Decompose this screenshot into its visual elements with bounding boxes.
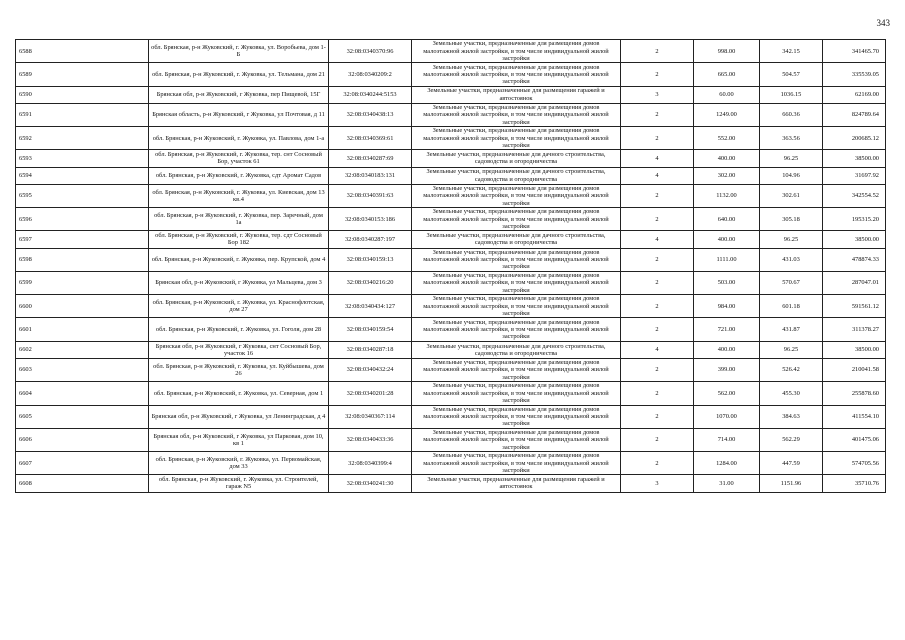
- table-row: [16, 358, 886, 381]
- cadastral-number-cell: 32:08:0340159:13: [329, 248, 412, 271]
- group-cell: 2: [621, 208, 694, 231]
- land-use-cell: Земельные участки, предназначенные для дачного строительства, садоводства и огородничества: [412, 167, 621, 184]
- specific-value-cell: 447.59: [760, 452, 823, 475]
- land-use-cell: Земельные участки, предназначенные для размещения домов малоэтажной жилой застройки, в том числе индивидуальной жилой застройки: [412, 358, 621, 381]
- table-row: [16, 452, 886, 475]
- address-cell: Брянская обл, р-н Жуковский, г Жуковка, снт Сосновый Бор, участок 16: [149, 341, 329, 358]
- address-cell: обл. Брянская, р-н Жуковский, г. Жуковка, тер. снт Сосновый Бор, участок 61: [149, 150, 329, 167]
- land-use-cell: Земельные участки, предназначенные для размещения гаражей и автостоянок: [412, 86, 621, 103]
- row-number: 6598: [16, 248, 149, 271]
- table-row: [16, 271, 886, 294]
- row-number: 6599: [16, 271, 149, 294]
- table-row: [16, 318, 886, 341]
- area-cell: 640.00: [694, 208, 760, 231]
- area-cell: 562.00: [694, 382, 760, 405]
- row-number: 6605: [16, 405, 149, 428]
- land-use-cell: Земельные участки, предназначенные для размещения домов малоэтажной жилой застройки, в том числе индивидуальной жилой застройки: [412, 127, 621, 150]
- table-row: [16, 103, 886, 126]
- specific-value-cell: 96.25: [760, 150, 823, 167]
- cadastral-number-cell: 32:08:0340201:28: [329, 382, 412, 405]
- group-cell: 4: [621, 231, 694, 248]
- specific-value-cell: 384.63: [760, 405, 823, 428]
- row-number: 6595: [16, 184, 149, 207]
- row-number: 6608: [16, 475, 149, 492]
- table-row: [16, 127, 886, 150]
- cadastral-number-cell: 32:08:0340209:2: [329, 63, 412, 86]
- cadastral-value-cell: 38500.00: [823, 150, 886, 167]
- cadastral-value-cell: 335539.05: [823, 63, 886, 86]
- row-number: 6606: [16, 428, 149, 451]
- group-cell: 2: [621, 248, 694, 271]
- row-number: 6594: [16, 167, 149, 184]
- cadastral-number-cell: 32:08:0340241:30: [329, 475, 412, 492]
- specific-value-cell: 431.03: [760, 248, 823, 271]
- table-row: [16, 475, 886, 492]
- land-use-cell: Земельные участки, предназначенные для размещения гаражей и автостоянок: [412, 475, 621, 492]
- table-row: [16, 150, 886, 167]
- group-cell: 2: [621, 295, 694, 318]
- cadastral-value-cell: 341465.70: [823, 40, 886, 63]
- table-body: [16, 40, 886, 493]
- group-cell: 2: [621, 127, 694, 150]
- group-cell: 4: [621, 167, 694, 184]
- cadastral-value-cell: 824789.64: [823, 103, 886, 126]
- table-row: [16, 167, 886, 184]
- cadastral-value-cell: 342554.52: [823, 184, 886, 207]
- address-cell: обл. Брянская, р-н Жуковский, г. Жуковка, ул. Павлова, дом 1-а: [149, 127, 329, 150]
- group-cell: 2: [621, 184, 694, 207]
- cadastral-value-table: [15, 39, 886, 493]
- group-cell: 2: [621, 382, 694, 405]
- cadastral-number-cell: 32:08:0340153:186: [329, 208, 412, 231]
- address-cell: обл. Брянская, р-н Жуковский, г. Жуковка, ул. Воробьева, дом 1-Б: [149, 40, 329, 63]
- address-cell: Брянская обл, р-н Жуковский, г Жуковка, ул Мальцева, дом 3: [149, 271, 329, 294]
- table-row: [16, 248, 886, 271]
- cadastral-value-cell: 35710.76: [823, 475, 886, 492]
- row-number: 6592: [16, 127, 149, 150]
- land-use-cell: Земельные участки, предназначенные для размещения домов малоэтажной жилой застройки, в том числе индивидуальной жилой застройки: [412, 295, 621, 318]
- address-cell: Брянская обл, р-н Жуковский, г Жуковка, ул Ленинградская, д 4: [149, 405, 329, 428]
- address-cell: обл. Брянская, р-н Жуковский, г. Жуковка, ул. Киевская, дом 13 кв.4: [149, 184, 329, 207]
- cadastral-value-cell: 38500.00: [823, 341, 886, 358]
- table-row: [16, 428, 886, 451]
- group-cell: 4: [621, 150, 694, 167]
- cadastral-number-cell: 32:08:0340216:20: [329, 271, 412, 294]
- row-number: 6600: [16, 295, 149, 318]
- land-use-cell: Земельные участки, предназначенные для размещения домов малоэтажной жилой застройки, в том числе индивидуальной жилой застройки: [412, 63, 621, 86]
- address-cell: Брянская область, р-н Жуковский, г Жуковка, ул Почтовая, д 11: [149, 103, 329, 126]
- cadastral-number-cell: 32:08:0340369:61: [329, 127, 412, 150]
- specific-value-cell: 601.18: [760, 295, 823, 318]
- cadastral-value-cell: 210041.58: [823, 358, 886, 381]
- cadastral-value-cell: 31697.92: [823, 167, 886, 184]
- table-row: [16, 63, 886, 86]
- cadastral-number-cell: 32:08:0340183:131: [329, 167, 412, 184]
- row-number: 6601: [16, 318, 149, 341]
- table-row: [16, 295, 886, 318]
- cadastral-value-cell: 574705.56: [823, 452, 886, 475]
- row-number: 6589: [16, 63, 149, 86]
- cadastral-number-cell: 32:08:0340434:127: [329, 295, 412, 318]
- page-number: 343: [876, 18, 890, 28]
- row-number: 6603: [16, 358, 149, 381]
- area-cell: 714.00: [694, 428, 760, 451]
- area-cell: 1111.00: [694, 248, 760, 271]
- group-cell: 2: [621, 103, 694, 126]
- table-row: [16, 231, 886, 248]
- cadastral-number-cell: 32:08:0340399:4: [329, 452, 412, 475]
- specific-value-cell: 302.61: [760, 184, 823, 207]
- group-cell: 2: [621, 405, 694, 428]
- area-cell: 503.00: [694, 271, 760, 294]
- land-use-cell: Земельные участки, предназначенные для размещения домов малоэтажной жилой застройки, в том числе индивидуальной жилой застройки: [412, 405, 621, 428]
- specific-value-cell: 1151.96: [760, 475, 823, 492]
- cadastral-number-cell: 32:08:0340433:36: [329, 428, 412, 451]
- table-row: [16, 184, 886, 207]
- specific-value-cell: 504.57: [760, 63, 823, 86]
- area-cell: 400.00: [694, 341, 760, 358]
- area-cell: 400.00: [694, 150, 760, 167]
- address-cell: обл. Брянская, р-н Жуковский, г. Жуковка, ул. Краснофлотская, дом 27: [149, 295, 329, 318]
- land-use-cell: Земельные участки, предназначенные для дачного строительства, садоводства и огородничества: [412, 341, 621, 358]
- land-use-cell: Земельные участки, предназначенные для размещения домов малоэтажной жилой застройки, в том числе индивидуальной жилой застройки: [412, 40, 621, 63]
- row-number: 6607: [16, 452, 149, 475]
- area-cell: 302.00: [694, 167, 760, 184]
- land-use-cell: Земельные участки, предназначенные для размещения домов малоэтажной жилой застройки, в том числе индивидуальной жилой застройки: [412, 382, 621, 405]
- group-cell: 2: [621, 428, 694, 451]
- row-number: 6588: [16, 40, 149, 63]
- specific-value-cell: 660.36: [760, 103, 823, 126]
- row-number: 6590: [16, 86, 149, 103]
- specific-value-cell: 305.18: [760, 208, 823, 231]
- area-cell: 1284.00: [694, 452, 760, 475]
- cadastral-value-cell: 401475.06: [823, 428, 886, 451]
- area-cell: 31.00: [694, 475, 760, 492]
- cadastral-number-cell: 32:08:0340438:13: [329, 103, 412, 126]
- address-cell: обл. Брянская, р-н Жуковский, г. Жуковка, ул. Гоголя, дом 28: [149, 318, 329, 341]
- address-cell: обл. Брянская, р-н Жуковский, г. Жуковка, сдт Аромат Садов: [149, 167, 329, 184]
- cadastral-value-cell: 255878.60: [823, 382, 886, 405]
- row-number: 6596: [16, 208, 149, 231]
- cadastral-number-cell: 32:08:0340432:24: [329, 358, 412, 381]
- specific-value-cell: 455.30: [760, 382, 823, 405]
- specific-value-cell: 570.67: [760, 271, 823, 294]
- specific-value-cell: 363.56: [760, 127, 823, 150]
- land-use-cell: Земельные участки, предназначенные для размещения домов малоэтажной жилой застройки, в том числе индивидуальной жилой застройки: [412, 271, 621, 294]
- cadastral-number-cell: 32:08:0340159:54: [329, 318, 412, 341]
- group-cell: 2: [621, 271, 694, 294]
- land-use-cell: Земельные участки, предназначенные для дачного строительства, садоводства и огородничества: [412, 231, 621, 248]
- area-cell: 399.00: [694, 358, 760, 381]
- cadastral-number-cell: 32:08:0340367:114: [329, 405, 412, 428]
- cadastral-value-cell: 311378.27: [823, 318, 886, 341]
- cadastral-value-cell: 591561.12: [823, 295, 886, 318]
- address-cell: Брянская обл, р-н Жуковский, г Жуковка, ул Парковая, дом 10, кв 1: [149, 428, 329, 451]
- table-row: [16, 382, 886, 405]
- specific-value-cell: 342.15: [760, 40, 823, 63]
- address-cell: обл. Брянская, р-н Жуковский, г. Жуковка, ул. Северная, дом 1: [149, 382, 329, 405]
- area-cell: 998.00: [694, 40, 760, 63]
- cadastral-value-cell: 62169.00: [823, 86, 886, 103]
- specific-value-cell: 431.87: [760, 318, 823, 341]
- group-cell: 3: [621, 475, 694, 492]
- table-row: [16, 86, 886, 103]
- group-cell: 2: [621, 358, 694, 381]
- area-cell: 984.00: [694, 295, 760, 318]
- group-cell: 4: [621, 341, 694, 358]
- specific-value-cell: 104.96: [760, 167, 823, 184]
- cadastral-number-cell: 32:08:0340391:63: [329, 184, 412, 207]
- cadastral-value-cell: 200685.12: [823, 127, 886, 150]
- address-cell: обл. Брянская, р-н Жуковский, г. Жуковка, пер. Заречный, дом 1а: [149, 208, 329, 231]
- group-cell: 2: [621, 40, 694, 63]
- land-use-cell: Земельные участки, предназначенные для размещения домов малоэтажной жилой застройки, в том числе индивидуальной жилой застройки: [412, 452, 621, 475]
- specific-value-cell: 96.25: [760, 341, 823, 358]
- specific-value-cell: 526.42: [760, 358, 823, 381]
- address-cell: обл. Брянская, р-н Жуковский, г. Жуковка, ул. Куйбышева, дом 26: [149, 358, 329, 381]
- land-use-cell: Земельные участки, предназначенные для размещения домов малоэтажной жилой застройки, в том числе индивидуальной жилой застройки: [412, 208, 621, 231]
- group-cell: 3: [621, 86, 694, 103]
- area-cell: 552.00: [694, 127, 760, 150]
- table-row: [16, 208, 886, 231]
- table-row: [16, 405, 886, 428]
- land-use-cell: Земельные участки, предназначенные для дачного строительства, садоводства и огородничества: [412, 150, 621, 167]
- table-row: [16, 40, 886, 63]
- area-cell: 1070.00: [694, 405, 760, 428]
- land-use-cell: Земельные участки, предназначенные для размещения домов малоэтажной жилой застройки, в том числе индивидуальной жилой застройки: [412, 184, 621, 207]
- area-cell: 400.00: [694, 231, 760, 248]
- row-number: 6597: [16, 231, 149, 248]
- land-use-cell: Земельные участки, предназначенные для размещения домов малоэтажной жилой застройки, в том числе индивидуальной жилой застройки: [412, 428, 621, 451]
- cadastral-value-cell: 478874.33: [823, 248, 886, 271]
- group-cell: 2: [621, 318, 694, 341]
- specific-value-cell: 1036.15: [760, 86, 823, 103]
- cadastral-number-cell: 32:08:0340287:69: [329, 150, 412, 167]
- land-use-cell: Земельные участки, предназначенные для размещения домов малоэтажной жилой застройки, в том числе индивидуальной жилой застройки: [412, 248, 621, 271]
- address-cell: Брянская обл, р-н Жуковский, г Жуковка, пер Пищевой, 15Г: [149, 86, 329, 103]
- land-use-cell: Земельные участки, предназначенные для размещения домов малоэтажной жилой застройки, в том числе индивидуальной жилой застройки: [412, 318, 621, 341]
- area-cell: 1249.00: [694, 103, 760, 126]
- address-cell: обл. Брянская, р-н Жуковский, г. Жуковка, пер. Крупской, дом 4: [149, 248, 329, 271]
- specific-value-cell: 96.25: [760, 231, 823, 248]
- specific-value-cell: 562.29: [760, 428, 823, 451]
- row-number: 6604: [16, 382, 149, 405]
- cadastral-number-cell: 32:08:0340287:197: [329, 231, 412, 248]
- cadastral-value-cell: 38500.00: [823, 231, 886, 248]
- table-row: [16, 341, 886, 358]
- address-cell: обл. Брянская, р-н Жуковский, г. Жуковка, ул. Строителей, гараж N5: [149, 475, 329, 492]
- address-cell: обл. Брянская, р-н Жуковский, г. Жуковка, ул. Первомайская, дом 33: [149, 452, 329, 475]
- cadastral-number-cell: 32:08:0340244:5153: [329, 86, 412, 103]
- area-cell: 60.00: [694, 86, 760, 103]
- cadastral-number-cell: 32:08:0340370:96: [329, 40, 412, 63]
- cadastral-value-cell: 411554.10: [823, 405, 886, 428]
- land-use-cell: Земельные участки, предназначенные для размещения домов малоэтажной жилой застройки, в том числе индивидуальной жилой застройки: [412, 103, 621, 126]
- row-number: 6593: [16, 150, 149, 167]
- area-cell: 665.00: [694, 63, 760, 86]
- area-cell: 721.00: [694, 318, 760, 341]
- group-cell: 2: [621, 452, 694, 475]
- cadastral-value-cell: 195315.20: [823, 208, 886, 231]
- row-number: 6602: [16, 341, 149, 358]
- cadastral-number-cell: 32:08:0340287:18: [329, 341, 412, 358]
- group-cell: 2: [621, 63, 694, 86]
- area-cell: 1132.00: [694, 184, 760, 207]
- address-cell: обл. Брянская, р-н Жуковский, г. Жуковка, ул. Тельмана, дом 21: [149, 63, 329, 86]
- cadastral-value-cell: 287047.01: [823, 271, 886, 294]
- address-cell: обл. Брянская, р-н Жуковский, г. Жуковка, тер. сдт Сосновый Бор 182: [149, 231, 329, 248]
- row-number: 6591: [16, 103, 149, 126]
